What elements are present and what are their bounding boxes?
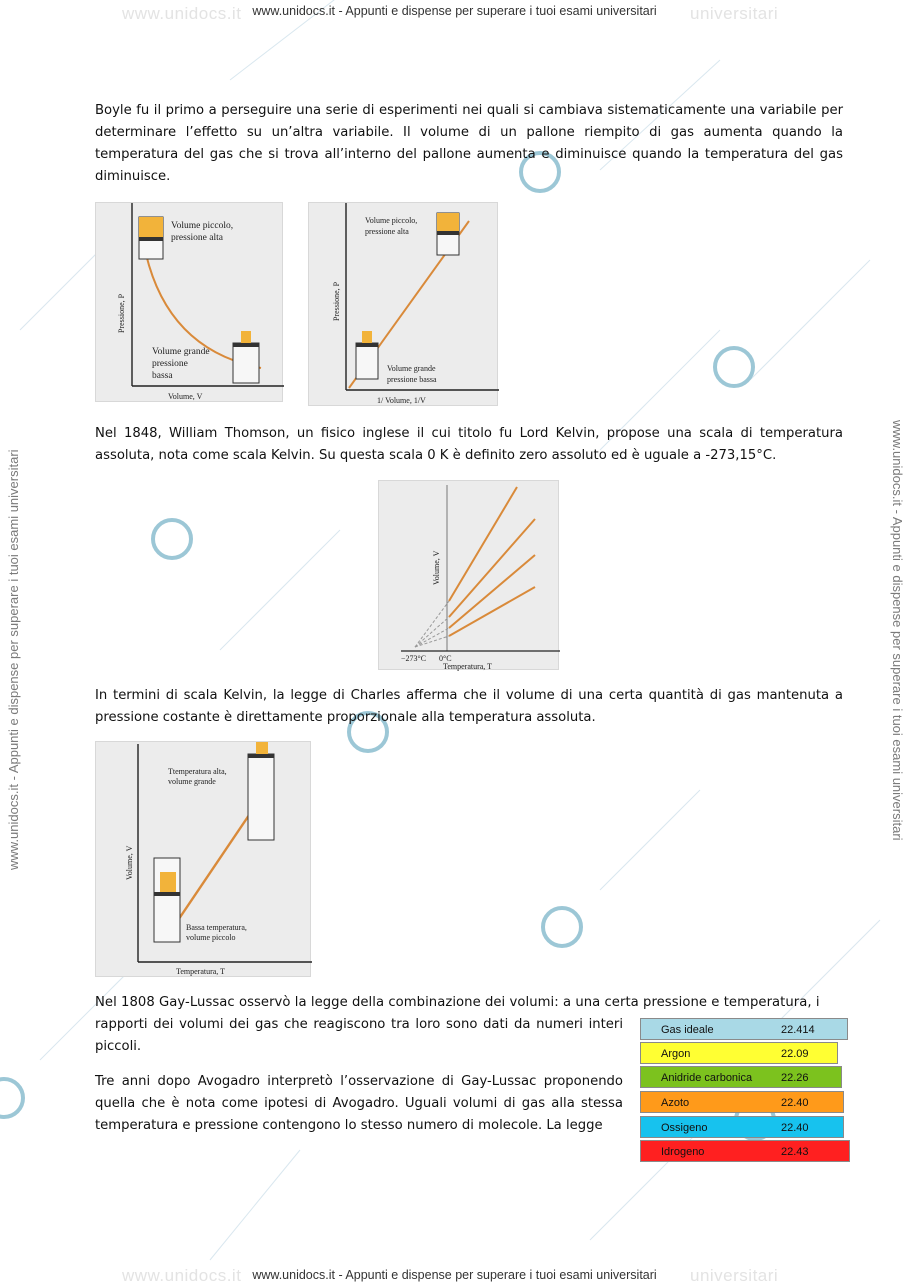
header-ghost-right: universitari xyxy=(690,4,779,23)
gas-name: Argon xyxy=(661,1048,691,1060)
footer-site-text: www.unidocs.it - Appunti e dispense per superare i tuoi esami universitari xyxy=(252,1268,657,1282)
header-ghost-left: www.unidocs.it xyxy=(122,4,242,23)
header-site-text: www.unidocs.it - Appunti e dispense per superare i tuoi esami universitari xyxy=(252,4,657,18)
gas-row xyxy=(640,1116,844,1138)
gas-row xyxy=(640,1140,850,1162)
charles-bottom-label-2: volume piccolo xyxy=(186,933,236,942)
gas-value: 22.40 xyxy=(781,1122,809,1134)
boyle1-ylabel: Pressione, P xyxy=(117,293,126,333)
kelvin-ylabel: Volume, V xyxy=(432,550,441,585)
boyle1-xlabel: Volume, V xyxy=(168,392,203,401)
kelvin-tick-left: −273°C xyxy=(401,654,427,663)
boyle1-top-label-1: Volume piccolo, xyxy=(171,221,234,231)
paragraph-gay-lussac-rest: rapporti dei volumi dei gas che reagiscono tra loro sono dati da numeri interi piccoli. xyxy=(95,1017,623,1054)
paragraph-kelvin: Nel 1848, William Thomson, un fisico inglese il cui titolo fu Lord Kelvin, propose una scala di temperatura assoluta, nota come scala Kelvin. Su questa scala 0 K è definito zero assoluto ed è uguale a -273,15°C. xyxy=(95,426,843,463)
boyle1-bottom-label-1: Volume grande xyxy=(152,347,210,357)
charles-top-label-2: volume grande xyxy=(168,777,216,786)
kelvin-xlabel: Temperatura, T xyxy=(443,662,493,671)
boyle1-top-label-2: pressione alta xyxy=(171,233,223,243)
charles-xlabel: Temperatura, T xyxy=(176,967,226,976)
figure-boyle-pressure-volume xyxy=(95,202,283,402)
footer-ghost-left: www.unidocs.it xyxy=(122,1266,242,1285)
charles-bottom-label-1: Bassa temperatura, xyxy=(186,923,247,932)
boyle1-bottom-label-2: pressione xyxy=(152,359,188,369)
kelvin-tick-zero: 0°C xyxy=(439,654,452,663)
boyle2-xlabel: 1/ Volume, 1/V xyxy=(377,396,426,405)
gas-row xyxy=(640,1042,838,1064)
gas-name: Azoto xyxy=(661,1097,690,1109)
gas-name: Idrogeno xyxy=(661,1146,705,1158)
gas-row xyxy=(640,1066,842,1088)
paragraph-boyle: Boyle fu il primo a perseguire una serie di esperimenti nei quali si cambiava sistematicamente una variabile per determinare l’effetto su un’altra variabile. Il volume di un pallone riempito di gas aumenta quando la temperatura del gas che si trova all’interno del pallone aumenta e diminuisce quando la temperatura del gas diminuisce. xyxy=(95,103,843,184)
gas-value: 22.40 xyxy=(781,1097,809,1109)
gas-value: 22.09 xyxy=(781,1048,809,1060)
boyle2-bottom-label-2: pressione bassa xyxy=(387,375,437,384)
gas-name: Gas ideale xyxy=(661,1024,714,1036)
boyle2-top-label-2: pressione alta xyxy=(365,227,409,236)
figure-kelvin-volume-temperature xyxy=(378,480,559,670)
side-watermark-right: www.unidocs.it - Appunti e dispense per superare i tuoi esami universitari xyxy=(890,420,905,841)
boyle2-ylabel: Pressione, P xyxy=(332,281,341,321)
side-watermark-left: www.unidocs.it - Appunti e dispense per superare i tuoi esami universitari xyxy=(6,449,21,870)
boyle1-bottom-label-3: bassa xyxy=(152,371,173,381)
paragraph-avogadro: Tre anni dopo Avogadro interpretò l’osservazione di Gay-Lussac proponendo quella che è nota come ipotesi di Avogadro. Uguali volumi di gas alla stessa temperatura e pressione contengono lo stesso numero di molecole. La legge xyxy=(95,1074,623,1133)
gas-row xyxy=(640,1018,848,1040)
charles-top-label-1: Ttemperatura alta, xyxy=(168,767,227,776)
gas-value: 22.414 xyxy=(781,1024,815,1036)
boyle2-top-label-1: Volume piccolo, xyxy=(365,216,418,225)
paragraph-charles: In termini di scala Kelvin, la legge di Charles afferma che il volume di una certa quantità di gas mantenuta a pressione costante è direttamente proporzionale alla temperatura assoluta. xyxy=(95,688,843,725)
paragraph-gay-lussac-line1: Nel 1808 Gay-Lussac osservò la legge della combinazione dei volumi: a una certa pressione e temperatura, i xyxy=(95,995,820,1010)
footer-ghost-right: universitari xyxy=(690,1266,779,1285)
gas-row xyxy=(640,1091,844,1113)
gas-name: Anidride carbonica xyxy=(661,1072,753,1084)
figure-charles-volume-temperature xyxy=(95,741,311,977)
figure-boyle-pressure-inverse-volume xyxy=(308,202,498,406)
gas-molar-volume-table xyxy=(636,1018,852,1166)
boyle2-bottom-label-1: Volume grande xyxy=(387,364,436,373)
gas-name: Ossigeno xyxy=(661,1122,708,1134)
gas-value: 22.26 xyxy=(781,1072,809,1084)
charles-ylabel: Volume, V xyxy=(125,845,134,880)
gas-value: 22.43 xyxy=(781,1146,809,1158)
